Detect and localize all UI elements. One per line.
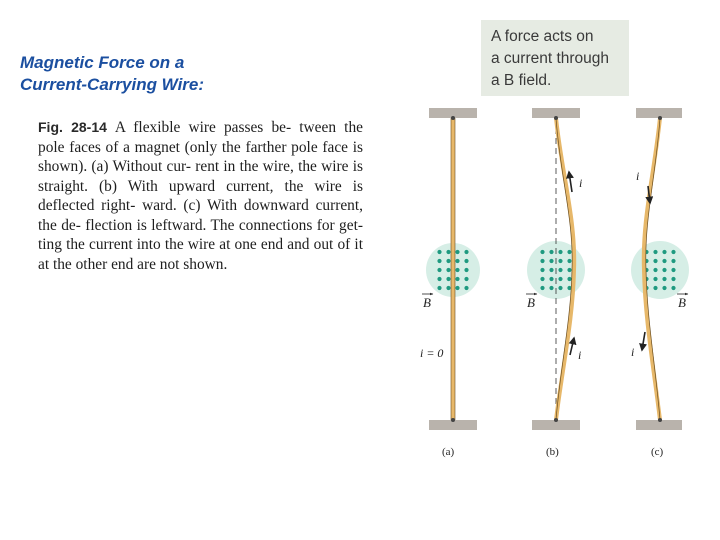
bottom-joint [451,418,455,422]
caption-line-2: tween the pole faces of a magnet (only the [38,119,363,156]
field-dot [653,277,657,281]
field-dot [549,277,553,281]
field-dot [558,286,562,290]
field-dot [662,250,666,254]
field-dot [653,259,657,263]
current-label: i = 0 [420,346,444,360]
caption-line-9: out of it at the other end are not shown. [38,236,363,273]
field-dot [464,286,468,290]
current-label-upper: i [636,169,640,183]
current-label-lower: i [631,345,635,359]
slide-title-line-2: Current-Carrying Wire: [20,75,205,94]
panel-b [526,108,585,458]
field-dot [455,286,459,290]
field-dot [653,268,657,272]
field-dot [455,259,459,263]
figure-number: Fig. 28-14 [38,119,107,135]
bottom-joint [658,418,662,422]
field-region [631,241,689,299]
caption-line-5: upward current, the wire is deflected right- [38,177,363,214]
caption-line-6: ward. (c) With downward current, the de- [38,197,363,234]
caption-line-3: farther pole face is shown). (a) Without cur- [38,138,364,175]
field-dot [549,268,553,272]
field-dot [464,268,468,272]
caption-line-4: rent in the wire, the wire is straight. (b) With [38,158,363,195]
current-label-lower: i [578,348,582,362]
field-dot [549,286,553,290]
b-field-label: B [527,295,535,310]
callout-line-3: a B field. [491,72,552,89]
field-dot [671,277,675,281]
field-dot [437,286,441,290]
field-dot [662,286,666,290]
current-arrow-upper [569,172,572,192]
field-dot [662,268,666,272]
field-dot [567,268,571,272]
field-dot [567,277,571,281]
b-field-label: B [423,295,431,310]
field-dot [540,259,544,263]
field-dot [446,286,450,290]
bottom-joint [554,418,558,422]
field-dot [437,277,441,281]
panel-caption: (a) [442,446,455,458]
field-dot [464,277,468,281]
field-dot [455,250,459,254]
field-dot [540,277,544,281]
top-joint [554,116,558,120]
panel-a [420,108,480,458]
field-dot [567,250,571,254]
caption-line-7: flection is leftward. The connections for get- [85,216,363,234]
field-dot [540,286,544,290]
panel-caption: (c) [651,446,664,458]
field-dot [464,250,468,254]
field-dot [455,277,459,281]
field-dot [549,259,553,263]
field-dot [558,277,562,281]
caption-line-1: A flexible wire passes be- [114,119,292,136]
field-dot [437,259,441,263]
field-dot [662,259,666,263]
field-dot [549,250,553,254]
callout-line-2: a current through [491,50,610,67]
current-arrow-lower [570,338,574,355]
field-dot [455,268,459,272]
top-joint [451,116,455,120]
field-dot [446,277,450,281]
field-dot [540,268,544,272]
field-dot [662,277,666,281]
caption-line-8: ting the current into the wire at one end and [38,236,310,253]
field-dot [437,268,441,272]
field-dot [653,250,657,254]
b-field-label: B [678,295,686,310]
field-dot [446,268,450,272]
field-dot [437,250,441,254]
field-dot [558,250,562,254]
field-dot [653,286,657,290]
current-label-upper: i [579,176,583,190]
field-dot [558,259,562,263]
field-dot [558,268,562,272]
field-dot [671,286,675,290]
field-dot [567,259,571,263]
panel-c [631,108,689,458]
panel-caption: (b) [546,446,559,458]
field-dot [671,250,675,254]
top-joint [658,116,662,120]
field-dot [446,250,450,254]
field-dot [464,259,468,263]
field-dot [671,268,675,272]
field-dot [671,259,675,263]
callout-line-1: A force acts on [491,28,594,45]
current-arrow-lower [642,332,645,350]
field-dot [446,259,450,263]
slide-title-line-1: Magnetic Force on a [20,53,185,72]
field-dot [540,250,544,254]
